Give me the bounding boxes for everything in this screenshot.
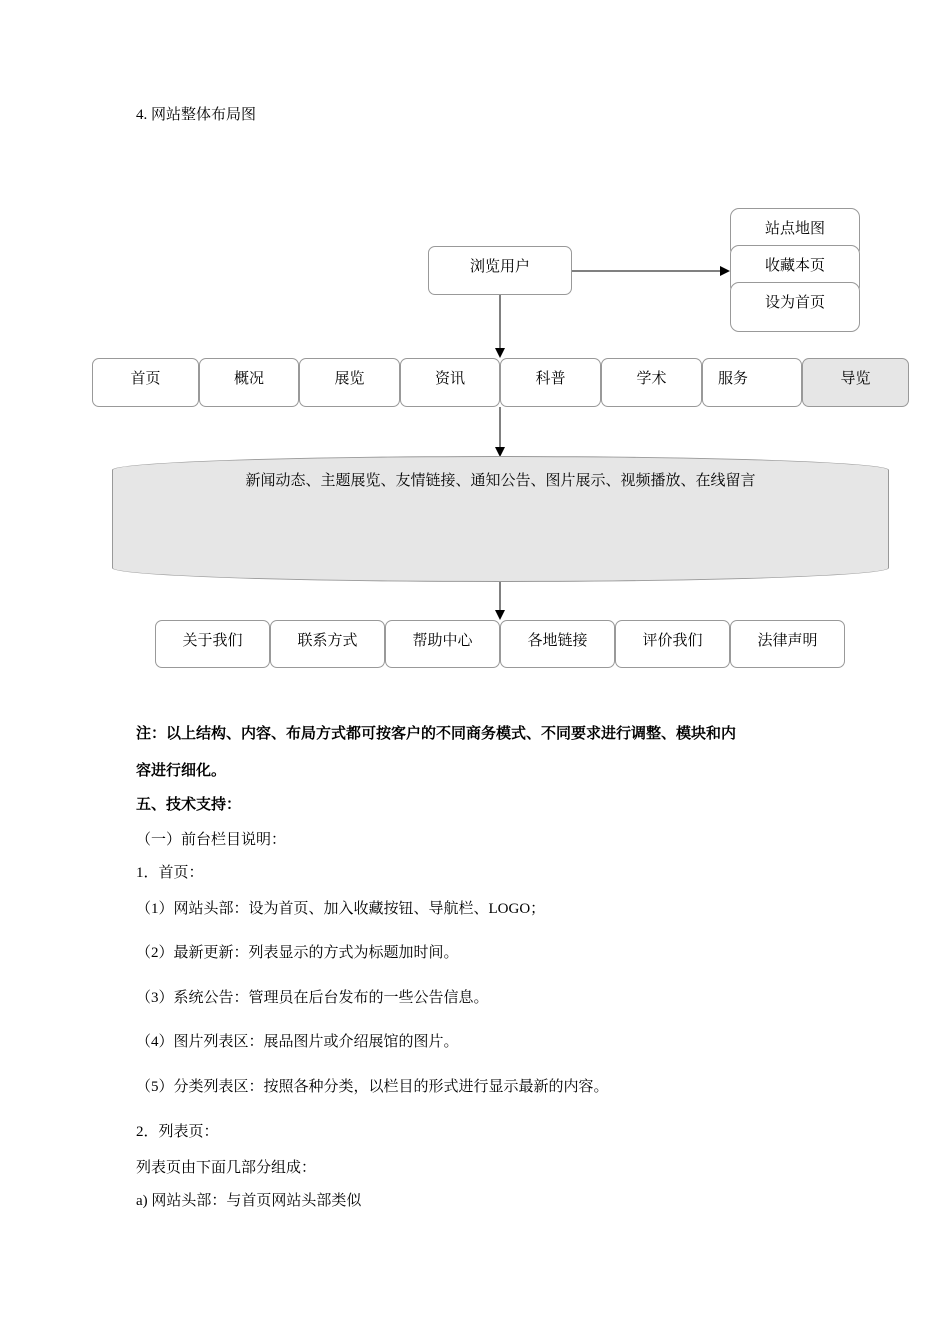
footer-item-help	[385, 620, 500, 668]
browse-user-label: 浏览用户	[469, 259, 530, 275]
nav-item-overview	[199, 358, 299, 407]
note-line-2: 容进行细化。	[136, 761, 227, 779]
home-item-1: （1）网站头部：设为首页、加入收藏按钮、导航栏、LOGO；	[136, 901, 546, 917]
side-link-label: 设为首页	[764, 295, 825, 311]
nav-item-home	[92, 358, 199, 407]
note-line-1: 注：以上结构、内容、布局方式都可按客户的不同商务模式、不同要求进行调整、模块和内	[136, 724, 737, 742]
footer-item-label: 法律声明	[757, 633, 818, 649]
nav-item-label: 导览	[840, 371, 871, 387]
content-area-label: 新闻动态、主题展览、友情链接、通知公告、图片展示、视频播放、在线留言	[245, 473, 756, 489]
footer-item-about	[155, 620, 270, 668]
home-item-4: （4）图片列表区：展品图片或介绍展馆的图片。	[136, 1034, 459, 1050]
footer-item-contact	[270, 620, 385, 668]
home-item-2: （2）最新更新：列表显示的方式为标题加时间。	[136, 945, 459, 961]
footer-item-label: 联系方式	[297, 633, 358, 649]
home-item-3: （3）系统公告：管理员在后台发布的一些公告信息。	[136, 990, 489, 1006]
nav-item-label: 首页	[130, 371, 161, 387]
content-area-box	[112, 456, 889, 582]
section-5-heading: 五、技术支持：	[136, 795, 242, 813]
side-link-label: 收藏本页	[764, 258, 825, 274]
nav-item-news	[400, 358, 500, 407]
footer-item-label: 各地链接	[527, 633, 588, 649]
footer-item-legal	[730, 620, 845, 668]
nav-item-label: 展览	[334, 371, 365, 387]
nav-item-academic	[601, 358, 702, 407]
nav-item-guide	[802, 358, 909, 407]
subsection-1-heading: （一）前台栏目说明：	[136, 832, 287, 848]
home-item-5: （5）分类列表区：按照各种分类，以栏目的形式进行显示最新的内容。	[136, 1079, 609, 1095]
list-intro: 列表页由下面几部分组成：	[136, 1160, 317, 1176]
section-heading: 4. 网站整体布局图	[136, 107, 257, 123]
footer-item-links	[500, 620, 615, 668]
side-link-label: 站点地图	[764, 221, 825, 237]
footer-item-rate	[615, 620, 730, 668]
nav-item-service	[702, 358, 802, 407]
footer-item-label: 关于我们	[182, 633, 243, 649]
nav-item-science	[500, 358, 601, 407]
nav-item-label: 科普	[535, 371, 566, 387]
list-item-a: a) 网站头部：与首页网站头部类似	[136, 1193, 362, 1209]
item-1-heading: 1．首页：	[136, 865, 204, 881]
browse-user-box	[428, 246, 572, 295]
item-2-heading: 2．列表页：	[136, 1124, 219, 1140]
nav-item-label: 资讯	[434, 371, 465, 387]
nav-item-label: 概况	[233, 371, 264, 387]
nav-item-label: 服务	[718, 371, 749, 387]
footer-item-label: 帮助中心	[412, 633, 473, 649]
nav-item-label: 学术	[636, 371, 667, 387]
side-link-set-homepage	[730, 282, 860, 332]
nav-item-exhibition	[299, 358, 400, 407]
footer-item-label: 评价我们	[642, 633, 703, 649]
